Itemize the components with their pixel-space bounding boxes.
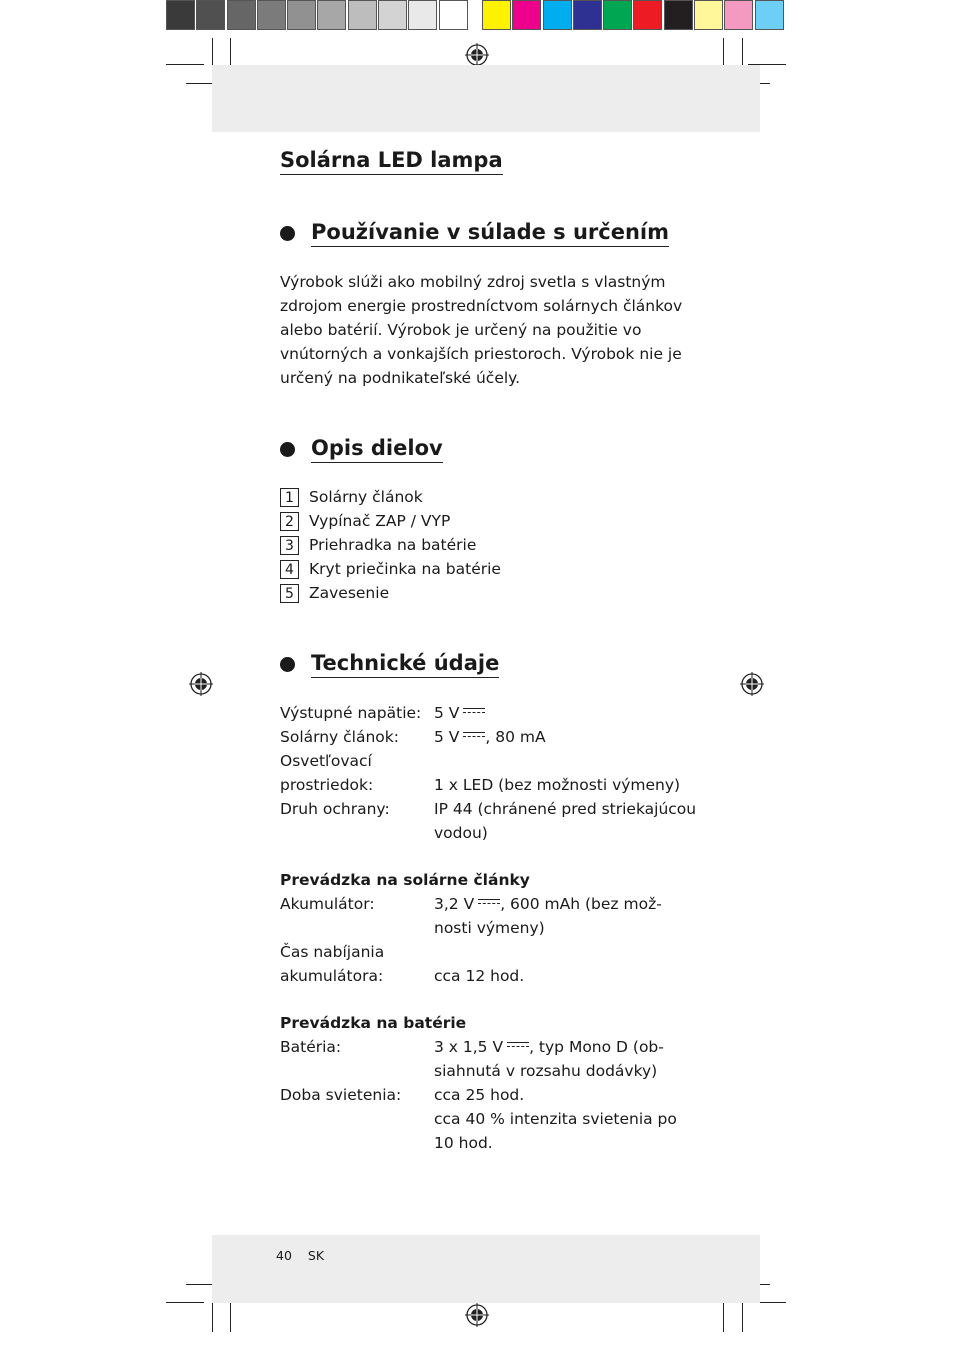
footer-band xyxy=(212,1235,760,1303)
spec-value: 5 V xyxy=(434,728,460,746)
spec-value: , 600 mAh (bez mož- xyxy=(500,895,662,913)
tech-specs-battery xyxy=(280,1011,684,1155)
subheading-battery-mode: Prevádzka na batérie xyxy=(280,1014,467,1032)
section-heading-tech-text: Technické údaje xyxy=(311,650,499,678)
section-heading-usage-text: Používanie v súlade s určením xyxy=(311,219,669,247)
section-heading-tech xyxy=(280,650,499,678)
color-calibration-bar xyxy=(166,0,469,32)
registration-mark-icon xyxy=(465,1303,489,1327)
magenta-swatch xyxy=(512,0,541,30)
section-heading-parts xyxy=(280,435,443,463)
spec-label: Batéria: xyxy=(280,1038,342,1056)
usage-line: zdrojom energie prostredníctvom solárnych článkov xyxy=(280,297,683,315)
gray-swatch-6 xyxy=(317,0,346,30)
gray-swatch-10 xyxy=(439,0,468,30)
gray-swatch-3 xyxy=(227,0,256,30)
part-label: Solárny článok xyxy=(309,488,423,506)
section-heading-usage xyxy=(280,219,669,247)
pink-swatch xyxy=(724,0,753,30)
part-number: 4 xyxy=(280,560,299,579)
registration-mark-icon xyxy=(189,672,213,696)
part-label: Kryt priečinka na batérie xyxy=(309,560,501,578)
spec-row-light-source xyxy=(280,749,684,797)
usage-paragraph xyxy=(280,270,683,390)
dc-symbol-icon xyxy=(478,899,500,907)
dc-symbol-icon xyxy=(507,1042,529,1050)
gray-swatch-2 xyxy=(196,0,225,30)
cyan-swatch xyxy=(543,0,572,30)
spec-value: cca 12 hod. xyxy=(434,967,525,985)
spec-label: Akumulátor: xyxy=(280,895,375,913)
dc-symbol-icon xyxy=(463,732,485,740)
spec-value: 1 x LED (bez možnosti výmeny) xyxy=(434,776,681,794)
spec-value: 5 V xyxy=(434,704,460,722)
spec-label: akumulátora: xyxy=(280,967,384,985)
section-heading-parts-text: Opis dielov xyxy=(311,435,443,463)
spec-value: , 80 mA xyxy=(485,728,546,746)
red-swatch xyxy=(633,0,662,30)
bullet-icon xyxy=(280,657,295,672)
part-number: 2 xyxy=(280,512,299,531)
usage-line: Výrobok slúži ako mobilný zdroj svetla s vlastným xyxy=(280,273,666,291)
green-swatch xyxy=(603,0,632,30)
spec-row-solar-cell xyxy=(280,725,684,749)
spec-row-charge-time xyxy=(280,940,684,988)
color-process-bar xyxy=(482,0,785,32)
list-item xyxy=(280,557,501,581)
spec-value: vodou) xyxy=(434,824,488,842)
spec-value: 10 hod. xyxy=(434,1134,493,1152)
spec-row-output-voltage xyxy=(280,701,684,725)
gray-swatch-4 xyxy=(257,0,286,30)
spec-value: siahnutá v rozsahu dodávky) xyxy=(434,1062,658,1080)
language-code: SK xyxy=(307,1248,325,1263)
list-item xyxy=(280,533,501,557)
list-item xyxy=(280,581,501,605)
usage-line: vnútorných a vonkajších priestoroch. Výrobok nie je xyxy=(280,345,682,363)
page-number: 40 xyxy=(276,1248,292,1263)
bullet-icon xyxy=(280,226,295,241)
gray-swatch-1 xyxy=(166,0,195,30)
spec-label: Čas nabíjania xyxy=(280,943,385,961)
spec-value: , typ Mono D (ob- xyxy=(529,1038,664,1056)
spec-value: 3,2 V xyxy=(434,895,475,913)
list-item xyxy=(280,485,501,509)
gray-swatch-8 xyxy=(378,0,407,30)
spec-value: 3 x 1,5 V xyxy=(434,1038,504,1056)
part-label: Zavesenie xyxy=(309,584,390,602)
spec-value: cca 40 % intenzita svietenia po xyxy=(434,1110,677,1128)
spec-label: prostriedok: xyxy=(280,776,374,794)
parts-list xyxy=(280,485,501,605)
list-item xyxy=(280,509,501,533)
spec-row-protection xyxy=(280,797,697,845)
registration-mark-icon xyxy=(465,43,489,67)
light-cyan-swatch xyxy=(755,0,784,30)
bullet-icon xyxy=(280,442,295,457)
part-label: Priehradka na batérie xyxy=(309,536,477,554)
spec-row-duration xyxy=(280,1083,684,1155)
spec-label: Druh ochrany: xyxy=(280,800,390,818)
blue-swatch xyxy=(573,0,602,30)
dc-symbol-icon xyxy=(463,708,485,716)
usage-line: alebo batérií. Výrobok je určený na použitie vo xyxy=(280,321,642,339)
subheading-solar-mode: Prevádzka na solárne články xyxy=(280,871,530,889)
part-number: 3 xyxy=(280,536,299,555)
spec-value: cca 25 hod. xyxy=(434,1086,525,1104)
page-title: Solárna LED lampa xyxy=(280,147,503,175)
spec-value: IP 44 (chránené pred striekajúcou xyxy=(434,800,697,818)
spec-label: Osvetľovací xyxy=(280,752,372,770)
tech-specs-solar xyxy=(280,868,684,988)
spec-label: Doba svietenia: xyxy=(280,1086,402,1104)
spec-row-battery xyxy=(280,1035,684,1083)
gray-swatch-9 xyxy=(408,0,437,30)
spec-label: Výstupné napätie: xyxy=(280,704,422,722)
gray-swatch-5 xyxy=(287,0,316,30)
page-footer xyxy=(276,1248,336,1263)
light-yellow-swatch xyxy=(694,0,723,30)
spec-label: Solárny článok: xyxy=(280,728,399,746)
tech-specs-general xyxy=(280,701,697,845)
usage-line: určený na podnikateľské účely. xyxy=(280,369,521,387)
black-swatch xyxy=(664,0,693,30)
part-number: 5 xyxy=(280,584,299,603)
part-number: 1 xyxy=(280,488,299,507)
spec-row-accumulator xyxy=(280,892,684,940)
gray-swatch-7 xyxy=(348,0,377,30)
header-band xyxy=(212,65,760,132)
spec-value: nosti výmeny) xyxy=(434,919,545,937)
registration-mark-icon xyxy=(740,672,764,696)
yellow-swatch xyxy=(482,0,511,30)
part-label: Vypínač ZAP / VYP xyxy=(309,512,451,530)
